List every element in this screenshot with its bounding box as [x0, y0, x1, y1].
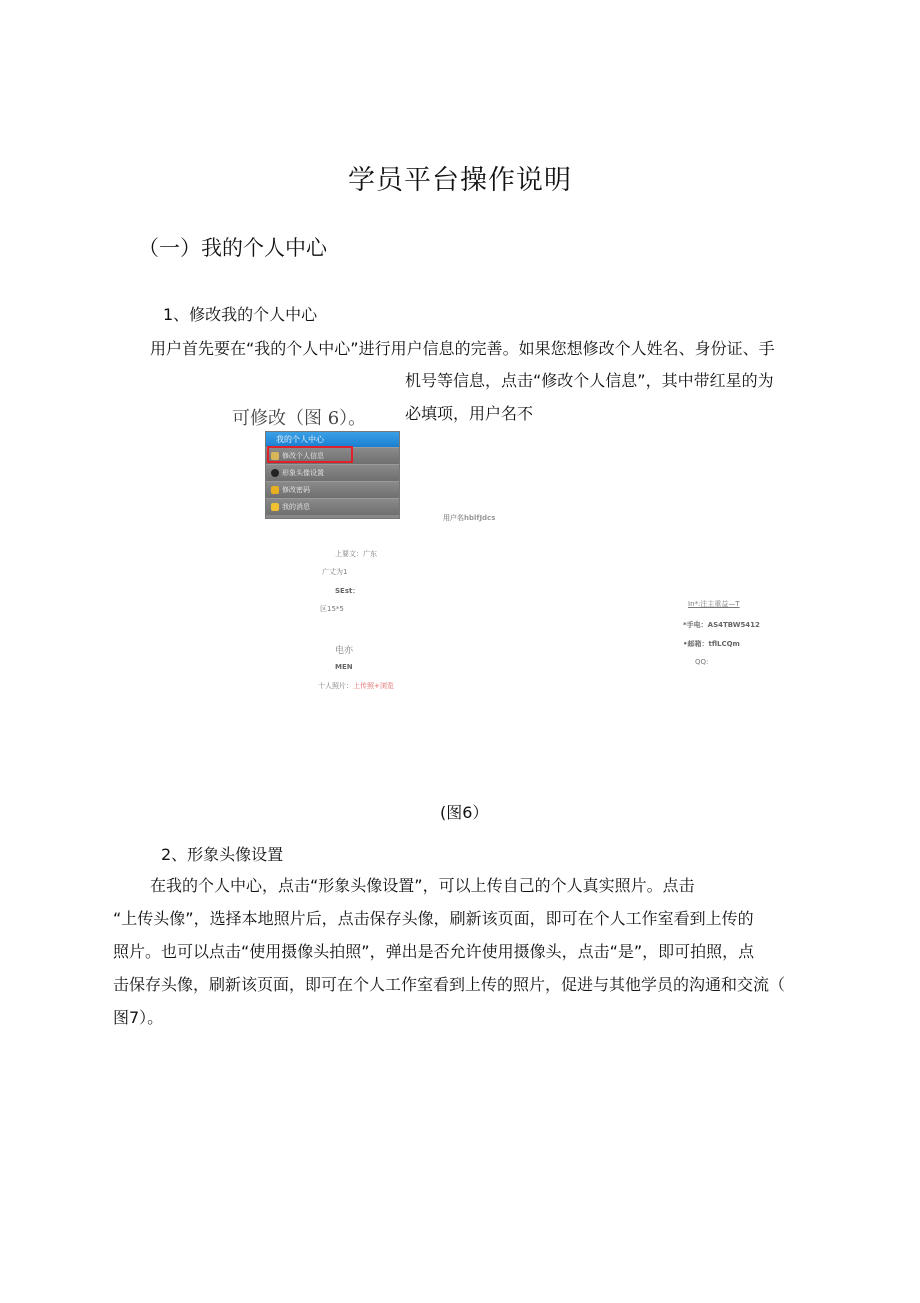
paragraph-line: 照片。也可以点击“使用摄像头拍照”，弹出是否允许使用摄像头，点击“是”，即可拍照，点 — [113, 942, 755, 961]
paragraph-line: 击保存头像，刷新该页面，即可在个人工作室看到上传的照片，促进与其他学员的沟通和交流（ — [113, 975, 786, 994]
figure-caption: (图6） — [440, 803, 489, 822]
form-field: QQ: — [695, 658, 709, 666]
paragraph-line: 必填项，用户名不 — [405, 404, 534, 423]
menu-item-avatar[interactable]: 形象头像设置 — [266, 464, 399, 481]
menu-screenshot — [265, 431, 400, 519]
paragraph-line: 机号等信息，点击“修改个人信息”，其中带红星的为 — [405, 371, 774, 390]
key-icon — [271, 486, 279, 494]
subsection-heading-1: 1、修改我的个人中心 — [163, 305, 318, 324]
upload-photo-link[interactable]: 上传照+浏览 — [353, 682, 394, 690]
menu-header: 我的个人中心 — [266, 432, 399, 447]
form-field: •邮箱：tflLCQm — [683, 640, 740, 648]
form-field: *手电：AS4TBW5412 — [683, 621, 760, 629]
form-field: MEN — [335, 663, 353, 671]
form-field: 区15*5 — [320, 605, 344, 613]
form-field: 广丈为1 — [322, 568, 348, 576]
avatar-icon — [271, 469, 279, 477]
menu-item-messages[interactable]: 我的消息 — [266, 498, 399, 515]
paragraph-line: 图7）。 — [113, 1008, 164, 1027]
paragraph-line: “上传头像”，选择本地照片后，点击保存头像，刷新该页面，即可在个人工作室看到上传的 — [113, 909, 754, 928]
menu-item-edit-info[interactable]: 修改个人信息 — [266, 447, 399, 464]
highlight-box — [267, 446, 353, 463]
form-field: 上要文：广东 — [335, 550, 377, 558]
form-field: In*:注主重益—T — [688, 600, 740, 608]
page-title: 学员平台操作说明 — [348, 165, 572, 196]
form-photo-field: 十人照片：上传照+浏览 — [318, 682, 394, 690]
paragraph-line: 在我的个人中心，点击“形象头像设置”，可以上传自己的个人真实照片。点击 — [150, 876, 695, 895]
message-icon — [271, 503, 279, 511]
side-text: 可修改（图 6）。 — [232, 408, 367, 429]
form-username: 用户名hblfJdcs — [443, 514, 496, 522]
paragraph-line: 用户首先要在“我的个人中心”进行用户信息的完善。如果您想修改个人姓名、身份证、手 — [150, 339, 775, 358]
form-field: SEst： — [335, 587, 360, 595]
subsection-heading-2: 2、形象头像设置 — [161, 845, 284, 864]
menu-item-password[interactable]: 修改密码 — [266, 481, 399, 498]
section-heading: （一）我的个人中心 — [138, 236, 327, 260]
form-field: 电亦 — [335, 646, 354, 656]
